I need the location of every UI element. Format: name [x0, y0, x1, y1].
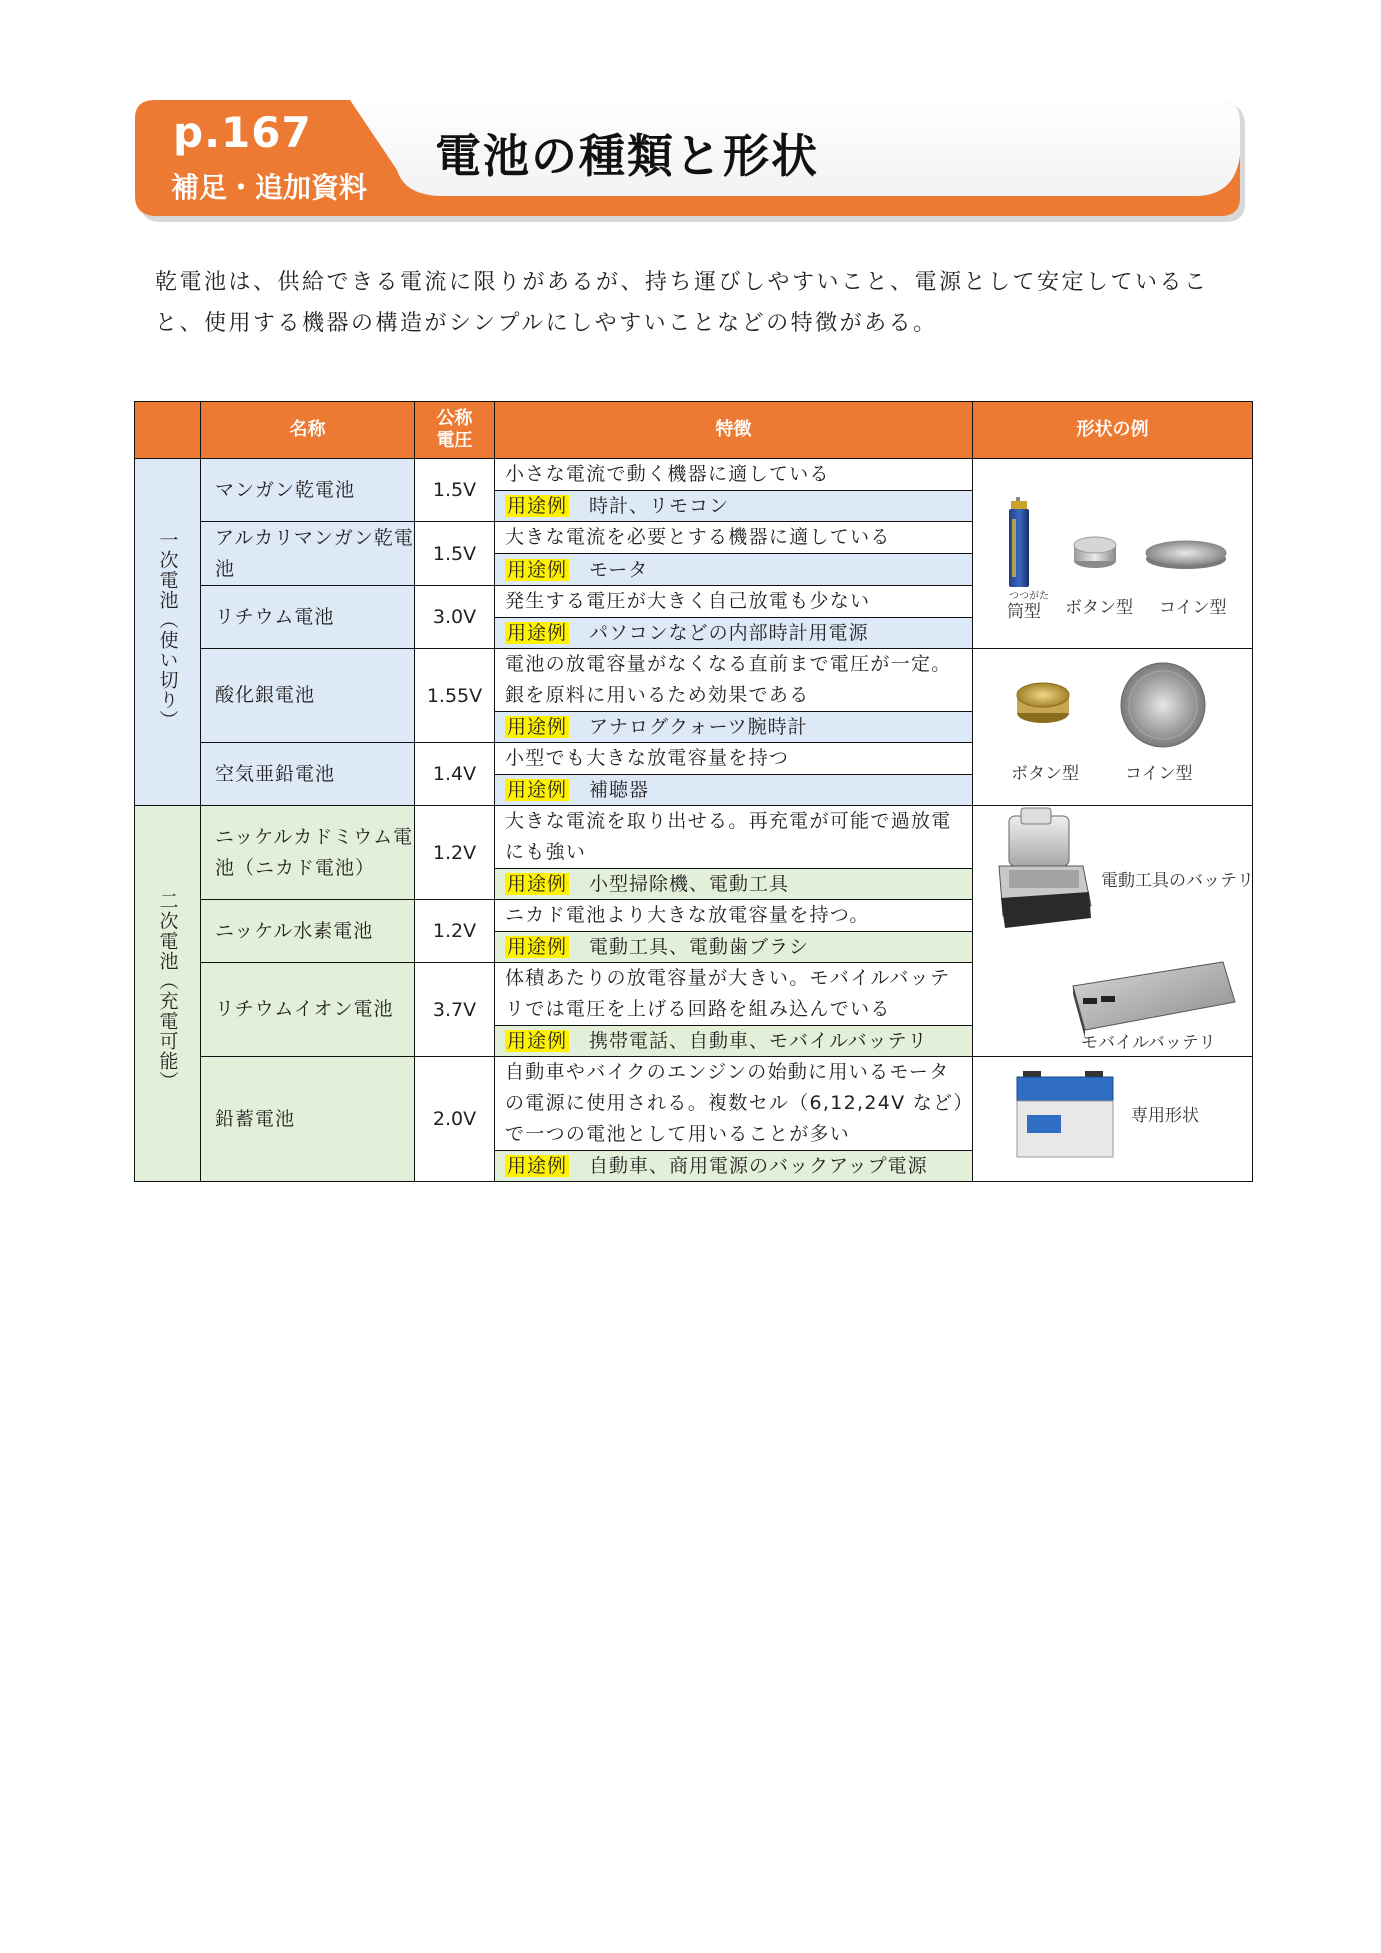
battery-name: 空気亜鉛電池: [201, 743, 415, 806]
usage-tag: 用途例: [507, 716, 568, 738]
shape-label-coin: コイン型: [1125, 764, 1193, 784]
shape-cell-2: [973, 649, 1253, 806]
battery-name: リチウムイオン電池: [201, 963, 415, 1057]
battery-feature: 自動車やバイクのエンジンの始動に用いるモータの電源に使用される。複数セル（6,12,24V など）で一つの電池として用いることが多い: [495, 1057, 973, 1151]
battery-feature: 大きな電流を必要とする機器に適している: [495, 522, 973, 554]
cylinder-battery-icon: [1009, 497, 1029, 587]
battery-name: ニッケルカドミウム電池（ニカド電池）: [201, 806, 415, 900]
page-title: 電池の種類と形状: [435, 129, 819, 183]
battery-usage: 用途例 パソコンなどの内部時計用電源: [495, 618, 973, 649]
table-header-row: [135, 402, 1253, 459]
battery-feature: ニカド電池より大きな放電容量を持つ。: [495, 900, 973, 932]
battery-voltage: 3.7V: [415, 963, 495, 1057]
battery-name: 鉛蓄電池: [201, 1057, 415, 1182]
page-header: [135, 100, 1250, 224]
table-row: [135, 649, 1253, 712]
button-battery-icon: [1074, 537, 1116, 568]
header-feature: 特徴: [495, 402, 973, 459]
battery-name: 酸化銀電池: [201, 649, 415, 743]
battery-usage: 用途例 携帯電話、自動車、モバイルバッテリ: [495, 1026, 973, 1057]
shape-label-ruby: つつがた: [1009, 591, 1049, 602]
shape-label-cylinder: 筒型: [1007, 602, 1041, 622]
battery-feature: 大きな電流を取り出せる。再充電が可能で過放電にも強い: [495, 806, 973, 869]
battery-usage: 用途例 自動車、商用電源のバックアップ電源: [495, 1151, 973, 1182]
battery-name: リチウム電池: [201, 586, 415, 649]
mobile-battery-icon: [1073, 962, 1235, 1038]
category-primary: 一次電池（使い切り）: [135, 459, 201, 806]
car-battery-icon: [1017, 1071, 1113, 1157]
battery-voltage: 1.2V: [415, 806, 495, 900]
battery-voltage: 3.0V: [415, 586, 495, 649]
header-shape: 形状の例: [973, 402, 1253, 459]
shape-label-coin: コイン型: [1159, 598, 1227, 618]
coin-battery-icon: [1146, 541, 1226, 569]
battery-table: [134, 401, 1253, 1182]
battery-usage: 用途例 小型掃除機、電動工具: [495, 869, 973, 900]
battery-voltage: 2.0V: [415, 1057, 495, 1182]
usage-tag: 用途例: [507, 936, 568, 958]
battery-usage: 用途例 アナログクォーツ腕時計: [495, 712, 973, 743]
battery-usage: 用途例 モータ: [495, 554, 973, 586]
battery-voltage: 1.55V: [415, 649, 495, 743]
battery-feature: 小さな電流で動く機器に適している: [495, 459, 973, 491]
battery-voltage: 1.4V: [415, 743, 495, 806]
shape-cell-4: [973, 1057, 1253, 1182]
header-category: [135, 402, 201, 459]
shape-cell-1: [973, 459, 1253, 649]
category-secondary: 二次電池（充電可能）: [135, 806, 201, 1182]
coin-battery-large-icon: [1121, 663, 1205, 747]
battery-usage: 用途例 電動工具、電動歯ブラシ: [495, 932, 973, 963]
battery-voltage: 1.5V: [415, 459, 495, 522]
table-row: [135, 1057, 1253, 1151]
usage-tag: 用途例: [507, 873, 568, 895]
header-voltage: 公称 電圧: [415, 402, 495, 459]
tool-battery-icon: [999, 808, 1091, 928]
shape-label-button: ボタン型: [1011, 764, 1079, 784]
usage-tag: 用途例: [507, 495, 568, 517]
button-battery-gold-icon: [1017, 683, 1069, 723]
shape-label-button: ボタン型: [1065, 598, 1133, 618]
header-name: 名称: [201, 402, 415, 459]
usage-tag: 用途例: [507, 1030, 568, 1052]
shape-illustration-3: [973, 806, 1253, 1056]
battery-usage: 用途例 補聴器: [495, 775, 973, 806]
page-subtitle: 補足・追加資料: [171, 171, 368, 204]
intro-paragraph: 乾電池は、供給できる電流に限りがあるが、持ち運びしやすいこと、電源として安定していること、使用する機器の構造がシンプルにしやすいことなどの特徴がある。: [155, 270, 1209, 336]
table-row: [135, 459, 1253, 491]
battery-feature: 発生する電圧が大きく自己放電も少ない: [495, 586, 973, 618]
battery-feature: 小型でも大きな放電容量を持つ: [495, 743, 973, 775]
shape-illustration-4: [973, 1057, 1253, 1179]
battery-feature: 電池の放電容量がなくなる直前まで電圧が一定。銀を原料に用いるため効果である: [495, 649, 973, 712]
battery-name: マンガン乾電池: [201, 459, 415, 522]
shape-cell-3: [973, 806, 1253, 1057]
battery-voltage: 1.5V: [415, 522, 495, 586]
battery-voltage: 1.2V: [415, 900, 495, 963]
table-row: [135, 806, 1253, 869]
battery-usage: 用途例 時計、リモコン: [495, 491, 973, 522]
usage-tag: 用途例: [507, 1155, 568, 1177]
usage-tag: 用途例: [507, 558, 568, 581]
usage-tag: 用途例: [507, 622, 568, 644]
shape-label-tool: 電動工具のバッテリ: [1101, 871, 1254, 891]
page-number: p.167: [173, 108, 312, 157]
battery-feature: 体積あたりの放電容量が大きい。モバイルバッテリでは電圧を上げる回路を組み込んでいる: [495, 963, 973, 1026]
usage-tag: 用途例: [507, 779, 568, 801]
shape-label-special: 専用形状: [1131, 1106, 1199, 1126]
battery-name: ニッケル水素電池: [201, 900, 415, 963]
shape-label-mobile: モバイルバッテリ: [1081, 1033, 1216, 1053]
battery-name: アルカリマンガン乾電池: [201, 522, 415, 586]
